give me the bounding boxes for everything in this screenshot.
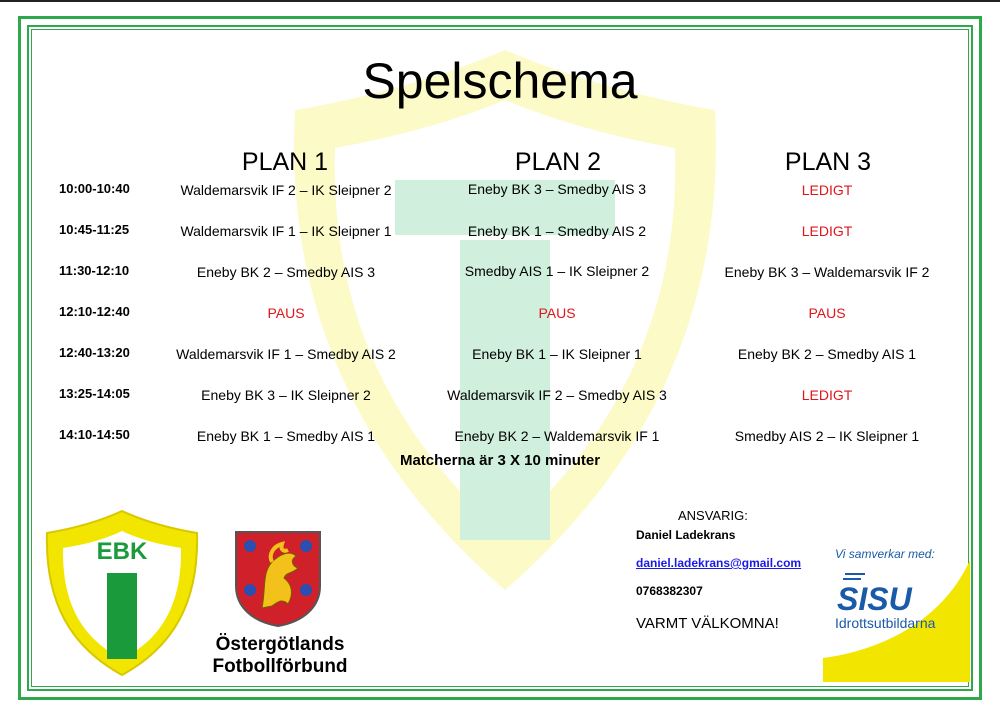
time-slot: 10:00-10:40 [59, 181, 130, 196]
match-plan2: Waldemarsvik IF 2 – Smedby AIS 3 [447, 387, 667, 403]
match-length-note: Matcherna är 3 X 10 minuter [399, 452, 601, 469]
time-slot: 12:10-12:40 [59, 304, 130, 319]
match-plan3: LEDIGT [801, 387, 853, 403]
match-plan3: LEDIGT [801, 182, 853, 198]
sisu-tagline: Vi samverkar med: [835, 547, 935, 561]
match-plan1: Waldemarsvik IF 2 – IK Sleipner 2 [180, 182, 392, 198]
match-plan3: PAUS [808, 305, 846, 321]
time-slot: 10:45-11:25 [59, 222, 130, 237]
contact-email-link[interactable]: daniel.ladekrans@gmail.com [636, 556, 802, 570]
ebk-logo-text: EBK [96, 538, 148, 565]
match-plan3: Eneby BK 3 – Waldemarsvik IF 2 [724, 264, 930, 280]
time-slot: 12:40-13:20 [59, 345, 130, 360]
welcome-text: VARMT VÄLKOMNA! [636, 615, 779, 632]
contact-heading: ANSVARIG: [678, 508, 748, 523]
time-slot: 14:10-14:50 [59, 427, 130, 442]
sisu-logo [823, 540, 970, 682]
sisu-name: SISU [837, 581, 912, 617]
match-plan2: Eneby BK 3 – Smedby AIS 3 [467, 181, 647, 197]
match-plan1: Eneby BK 2 – Smedby AIS 3 [196, 264, 376, 280]
match-plan2: Eneby BK 1 – Smedby AIS 2 [467, 223, 647, 239]
match-plan2: Eneby BK 2 – Waldemarsvik IF 1 [454, 428, 660, 444]
plan-3-heading: PLAN 3 [784, 148, 872, 176]
match-plan3: Smedby AIS 2 – IK Sleipner 1 [734, 428, 920, 444]
match-plan1: Eneby BK 1 – Smedby AIS 1 [196, 428, 376, 444]
ostg-line-1: Östergötlands [215, 634, 345, 655]
match-plan1: Waldemarsvik IF 1 – Smedby AIS 2 [176, 346, 396, 362]
plan-1-heading: PLAN 1 [241, 148, 329, 176]
ebk-logo [43, 507, 201, 679]
sisu-subtitle: Idrottsutbildarna [835, 615, 936, 631]
contact-name: Daniel Ladekrans [636, 528, 736, 542]
match-plan1: Waldemarsvik IF 1 – IK Sleipner 1 [180, 223, 392, 239]
time-slot: 11:30-12:10 [59, 263, 130, 278]
ostergotlands-fotbollforbund [205, 634, 355, 678]
ostg-line-2: Fotbollförbund [212, 656, 348, 677]
time-slot: 13:25-14:05 [59, 386, 130, 401]
match-plan3: Eneby BK 2 – Smedby AIS 1 [737, 346, 917, 362]
ostergotland-crest [232, 528, 324, 628]
plan-2-heading: PLAN 2 [514, 148, 602, 176]
contact-phone: 0768382307 [636, 584, 703, 598]
match-plan1: PAUS [267, 305, 305, 321]
match-plan3: LEDIGT [801, 223, 853, 239]
match-plan2: Eneby BK 1 – IK Sleipner 1 [472, 346, 642, 362]
top-rule [0, 0, 1000, 2]
match-plan2: PAUS [538, 305, 576, 321]
page-title: Spelschema [362, 53, 638, 109]
match-plan2: Smedby AIS 1 – IK Sleipner 2 [464, 263, 650, 279]
match-plan1: Eneby BK 3 – IK Sleipner 2 [201, 387, 371, 403]
